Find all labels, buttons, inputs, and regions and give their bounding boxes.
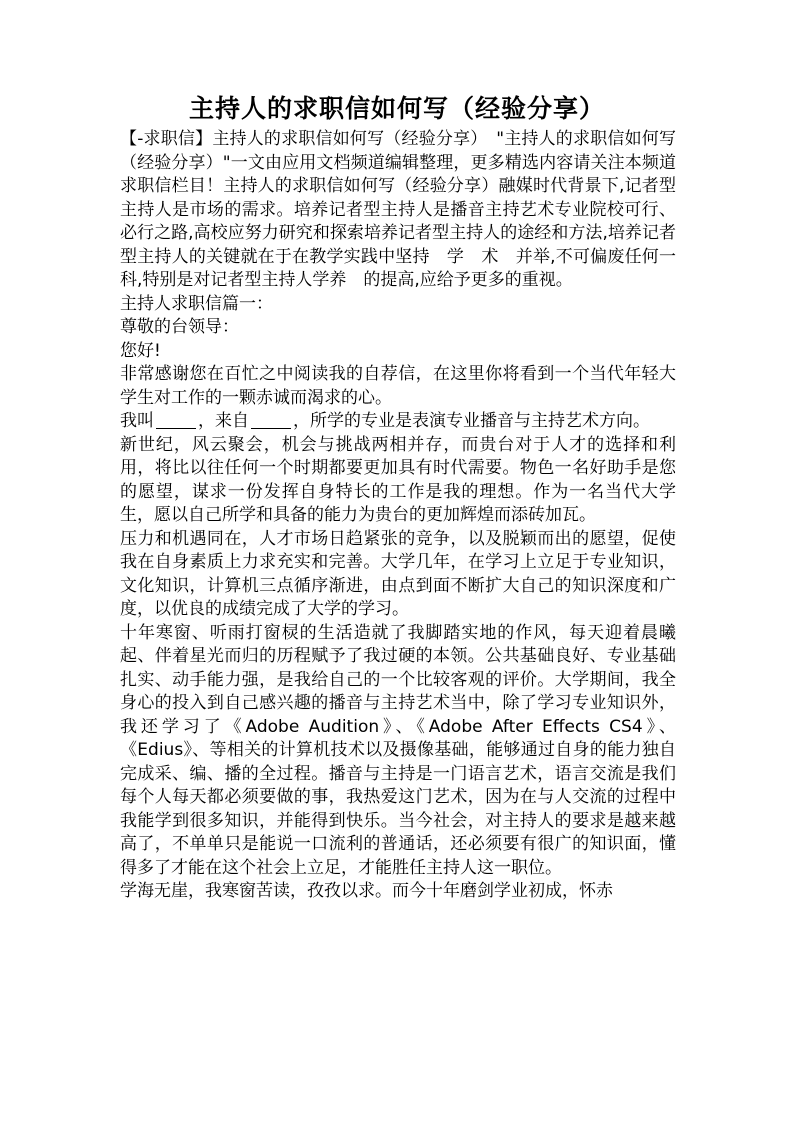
self-intro-part-from: ，来自 — [198, 411, 249, 431]
self-intro-part-name: 我叫 — [120, 411, 154, 431]
salutation: 尊敬的台领导： — [120, 317, 239, 337]
paragraph-experience: 十年寒窗、听雨打窗棂的生活造就了我脚踏实地的作风，每天迎着晨曦起、伴着星光而归的历程赋予了我过硬的本领。公共基础良好、专业基础扎实、动手能力强，是我给自己的一个比较客观的评价。大学期间，我全身心的投入到自己感兴趣的播音与主持艺术当中，除了学习专业知识外，我还学习了《Adobe Audition》、《Adobe After Effects CS4》、《Edius》、等相关的计算机技术以及摄像基础，能够通过自身的能力独自完成采、编、播的全过程。播音与主持是一门语言艺术，语言交流是我们每个人每天都必须要做的事，我热爱这门艺术，因为在与人交流的过程中我能学到很多知识，并能得到快乐。当今社会，对主持人的要求是越来越高了，不单单只是能说一口流利的普通话，还必须要有很广的知识面，懂得多了才能在这个社会上立足，才能胜任主持人这一职位。 — [120, 622, 676, 878]
paragraph-conclusion: 学海无崖，我寒窗苦读，孜孜以求。而今十年磨剑学业初成，怀赤 — [120, 881, 613, 901]
paragraph-new-century: 新世纪，风云聚会，机会与挑战两相并存，而贵台对于人才的选择和利用，将比以往任何一个时期都要更加具有时代需要。物色一名好助手是您的愿望，谋求一份发挥自身特长的工作是我的理想。作为一名当代大学生，愿以自己所学和具备的能力为贵台的更加辉煌而添砖加瓦。 — [120, 434, 676, 525]
greeting: 您好! — [120, 340, 161, 361]
self-intro-part-major: ，所学的专业是表演专业播音与主持艺术方向。 — [293, 411, 650, 431]
name-blank — [156, 412, 196, 429]
intro-paragraph: 【-求职信】主持人的求职信如何写（经验分享） "主持人的求职信如何写（经验分享）"一文由应用文档频道编辑整理，更多精选内容请关注本频道求职信栏目！主持人的求职信如何写（经验分享）融媒时代背景下,记者型主持人是市场的需求。培养记者型主持人是播音主持艺术专业院校可行、必行之路,高校应努力研究和探索培养记者型主持人的途经和方法,培养记者型主持人的关键就在于在教学实践中坚持 学 术 并举,不可偏废任何一科,特别是对记者型主持人学养 的提高,应给予更多的重视。 — [120, 129, 676, 290]
document-body — [120, 128, 676, 904]
paragraph-self-intro — [120, 410, 676, 434]
paragraph-thanks: 非常感谢您在百忙之中阅读我的自荐信，在这里你将看到一个当代年轻大学生对工作的一颗赤诚而渴求的心。 — [120, 364, 676, 408]
section-heading: 主持人求职信篇一： — [120, 293, 273, 314]
origin-blank — [251, 412, 291, 429]
paragraph-pressure: 压力和机遇同在，人才市场日趋紧张的竞争，以及脱颖而出的愿望，促使我在自身素质上力求充实和完善。大学几年，在学习上立足于专业知识，文化知识，计算机三点循序渐进，由点到面不断扩大自己的知识深度和广度，以优良的成绩完成了大学的学习。 — [120, 528, 676, 619]
document-title: 主持人的求职信如何写（经验分享） — [188, 94, 605, 123]
